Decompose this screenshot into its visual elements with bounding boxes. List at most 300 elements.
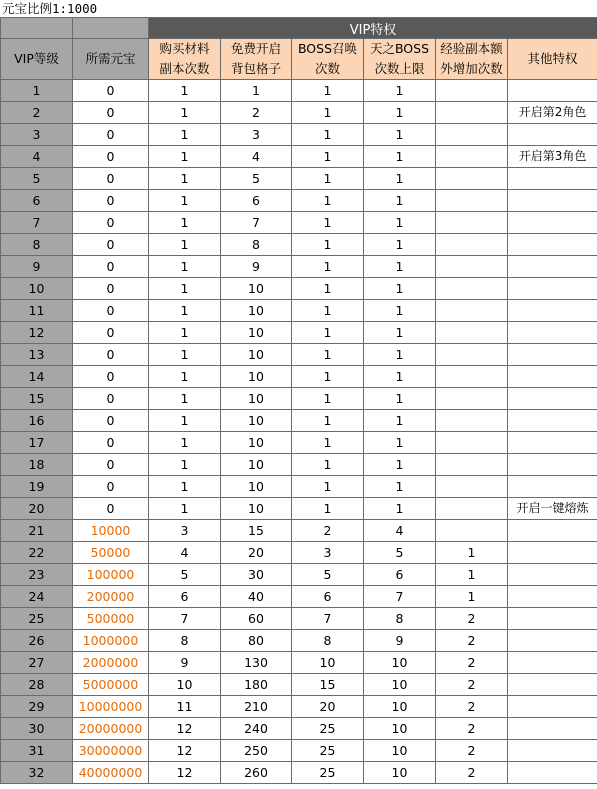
cell-buy-material: 12 xyxy=(149,740,221,762)
cell-boss-summon: 1 xyxy=(292,476,364,498)
cell-buy-material: 1 xyxy=(149,234,221,256)
cell-vip-level: 26 xyxy=(1,630,73,652)
cell-vip-level: 27 xyxy=(1,652,73,674)
cell-sky-boss: 10 xyxy=(364,762,436,784)
table-row xyxy=(1,696,597,718)
cell-sky-boss: 10 xyxy=(364,674,436,696)
header-line: BOSS召唤 xyxy=(297,41,358,56)
cell-other-privilege: 开启第3角色 xyxy=(508,146,597,168)
cell-free-bag: 10 xyxy=(221,454,292,476)
cell-sky-boss: 4 xyxy=(364,520,436,542)
cell-exp-dungeon xyxy=(436,212,508,234)
cell-vip-level: 14 xyxy=(1,366,73,388)
cell-exp-dungeon: 1 xyxy=(436,586,508,608)
cell-exp-dungeon xyxy=(436,498,508,520)
cell-sky-boss: 1 xyxy=(364,124,436,146)
cell-vip-level: 24 xyxy=(1,586,73,608)
cell-exp-dungeon xyxy=(436,256,508,278)
cell-sky-boss: 1 xyxy=(364,498,436,520)
header-line: 背包格子 xyxy=(230,61,281,76)
cell-buy-material: 6 xyxy=(149,586,221,608)
cell-exp-dungeon xyxy=(436,344,508,366)
header-required-yuanbao: 所需元宝 xyxy=(73,39,149,80)
header-line: 购买材料 xyxy=(159,41,210,56)
header-exp-dungeon xyxy=(436,39,508,80)
table-row xyxy=(1,256,597,278)
cell-boss-summon: 10 xyxy=(292,652,364,674)
cell-free-bag: 180 xyxy=(221,674,292,696)
cell-boss-summon: 25 xyxy=(292,740,364,762)
cell-required-yuanbao: 100000 xyxy=(73,564,149,586)
cell-other-privilege xyxy=(508,454,597,476)
cell-buy-material: 1 xyxy=(149,80,221,102)
table-row xyxy=(1,498,597,520)
cell-exp-dungeon xyxy=(436,80,508,102)
cell-free-bag: 210 xyxy=(221,696,292,718)
cell-buy-material: 10 xyxy=(149,674,221,696)
cell-required-yuanbao: 0 xyxy=(73,234,149,256)
cell-sky-boss: 1 xyxy=(364,366,436,388)
cell-exp-dungeon: 2 xyxy=(436,630,508,652)
cell-boss-summon: 1 xyxy=(292,432,364,454)
cell-other-privilege xyxy=(508,740,597,762)
table-row xyxy=(1,520,597,542)
cell-buy-material: 1 xyxy=(149,498,221,520)
cell-vip-level: 23 xyxy=(1,564,73,586)
table-row xyxy=(1,124,597,146)
header-line: 外增加次数 xyxy=(440,61,503,76)
cell-other-privilege: 开启一键熔炼 xyxy=(508,498,597,520)
cell-boss-summon: 5 xyxy=(292,564,364,586)
cell-boss-summon: 7 xyxy=(292,608,364,630)
header-sky-boss xyxy=(364,39,436,80)
cell-exp-dungeon xyxy=(436,278,508,300)
cell-exp-dungeon: 1 xyxy=(436,564,508,586)
cell-required-yuanbao: 10000000 xyxy=(73,696,149,718)
cell-other-privilege xyxy=(508,520,597,542)
cell-boss-summon: 3 xyxy=(292,542,364,564)
cell-buy-material: 1 xyxy=(149,322,221,344)
cell-boss-summon: 1 xyxy=(292,80,364,102)
cell-other-privilege xyxy=(508,432,597,454)
cell-free-bag: 1 xyxy=(221,80,292,102)
table-row xyxy=(1,674,597,696)
cell-exp-dungeon xyxy=(436,366,508,388)
cell-exp-dungeon xyxy=(436,102,508,124)
cell-sky-boss: 1 xyxy=(364,432,436,454)
cell-vip-level: 28 xyxy=(1,674,73,696)
table-row xyxy=(1,762,597,784)
cell-other-privilege xyxy=(508,256,597,278)
cell-vip-level: 21 xyxy=(1,520,73,542)
cell-boss-summon: 2 xyxy=(292,520,364,542)
cell-exp-dungeon: 2 xyxy=(436,608,508,630)
cell-exp-dungeon xyxy=(436,410,508,432)
cell-buy-material: 1 xyxy=(149,300,221,322)
cell-sky-boss: 8 xyxy=(364,608,436,630)
band-blank-cell xyxy=(73,18,149,39)
cell-required-yuanbao: 0 xyxy=(73,146,149,168)
cell-vip-level: 17 xyxy=(1,432,73,454)
cell-sky-boss: 1 xyxy=(364,80,436,102)
cell-other-privilege xyxy=(508,564,597,586)
cell-boss-summon: 1 xyxy=(292,234,364,256)
cell-required-yuanbao: 200000 xyxy=(73,586,149,608)
cell-free-bag: 2 xyxy=(221,102,292,124)
header-line: 经验副本额 xyxy=(440,41,503,56)
cell-vip-level: 2 xyxy=(1,102,73,124)
cell-free-bag: 20 xyxy=(221,542,292,564)
table-row xyxy=(1,146,597,168)
cell-free-bag: 10 xyxy=(221,476,292,498)
table-row xyxy=(1,168,597,190)
cell-boss-summon: 15 xyxy=(292,674,364,696)
cell-required-yuanbao: 0 xyxy=(73,300,149,322)
cell-exp-dungeon xyxy=(436,124,508,146)
cell-vip-level: 3 xyxy=(1,124,73,146)
cell-sky-boss: 1 xyxy=(364,278,436,300)
cell-boss-summon: 1 xyxy=(292,300,364,322)
cell-boss-summon: 8 xyxy=(292,630,364,652)
cell-boss-summon: 1 xyxy=(292,322,364,344)
cell-buy-material: 1 xyxy=(149,124,221,146)
cell-vip-level: 8 xyxy=(1,234,73,256)
cell-boss-summon: 1 xyxy=(292,190,364,212)
cell-other-privilege xyxy=(508,234,597,256)
cell-required-yuanbao: 0 xyxy=(73,124,149,146)
cell-other-privilege xyxy=(508,322,597,344)
cell-free-bag: 240 xyxy=(221,718,292,740)
cell-vip-level: 5 xyxy=(1,168,73,190)
cell-required-yuanbao: 5000000 xyxy=(73,674,149,696)
cell-vip-level: 15 xyxy=(1,388,73,410)
cell-vip-level: 22 xyxy=(1,542,73,564)
cell-sky-boss: 1 xyxy=(364,234,436,256)
cell-vip-level: 18 xyxy=(1,454,73,476)
cell-boss-summon: 1 xyxy=(292,212,364,234)
cell-buy-material: 3 xyxy=(149,520,221,542)
cell-boss-summon: 1 xyxy=(292,410,364,432)
cell-other-privilege: 开启第2角色 xyxy=(508,102,597,124)
cell-free-bag: 10 xyxy=(221,322,292,344)
cell-sky-boss: 5 xyxy=(364,542,436,564)
cell-free-bag: 40 xyxy=(221,586,292,608)
cell-other-privilege xyxy=(508,212,597,234)
cell-sky-boss: 1 xyxy=(364,410,436,432)
ratio-title: 元宝比例1:1000 xyxy=(2,1,98,16)
cell-required-yuanbao: 10000 xyxy=(73,520,149,542)
cell-boss-summon: 1 xyxy=(292,344,364,366)
cell-buy-material: 1 xyxy=(149,454,221,476)
table-row xyxy=(1,388,597,410)
cell-sky-boss: 10 xyxy=(364,652,436,674)
cell-boss-summon: 1 xyxy=(292,454,364,476)
cell-sky-boss: 1 xyxy=(364,388,436,410)
cell-vip-level: 4 xyxy=(1,146,73,168)
cell-free-bag: 10 xyxy=(221,388,292,410)
cell-exp-dungeon xyxy=(436,300,508,322)
cell-vip-level: 11 xyxy=(1,300,73,322)
cell-boss-summon: 25 xyxy=(292,762,364,784)
cell-vip-level: 25 xyxy=(1,608,73,630)
cell-vip-level: 13 xyxy=(1,344,73,366)
cell-buy-material: 1 xyxy=(149,388,221,410)
cell-required-yuanbao: 0 xyxy=(73,388,149,410)
cell-required-yuanbao: 30000000 xyxy=(73,740,149,762)
band-row xyxy=(1,18,597,39)
cell-free-bag: 260 xyxy=(221,762,292,784)
cell-buy-material: 9 xyxy=(149,652,221,674)
cell-buy-material: 4 xyxy=(149,542,221,564)
cell-free-bag: 60 xyxy=(221,608,292,630)
cell-sky-boss: 1 xyxy=(364,102,436,124)
cell-sky-boss: 10 xyxy=(364,696,436,718)
cell-other-privilege xyxy=(508,652,597,674)
cell-other-privilege xyxy=(508,124,597,146)
table-row xyxy=(1,718,597,740)
cell-buy-material: 8 xyxy=(149,630,221,652)
cell-exp-dungeon: 1 xyxy=(436,542,508,564)
cell-sky-boss: 9 xyxy=(364,630,436,652)
cell-exp-dungeon xyxy=(436,234,508,256)
cell-required-yuanbao: 0 xyxy=(73,102,149,124)
cell-other-privilege xyxy=(508,762,597,784)
table-row xyxy=(1,410,597,432)
cell-vip-level: 30 xyxy=(1,718,73,740)
cell-exp-dungeon: 2 xyxy=(436,740,508,762)
cell-required-yuanbao: 0 xyxy=(73,410,149,432)
cell-exp-dungeon: 2 xyxy=(436,696,508,718)
cell-required-yuanbao: 0 xyxy=(73,322,149,344)
cell-required-yuanbao: 0 xyxy=(73,432,149,454)
cell-free-bag: 15 xyxy=(221,520,292,542)
cell-boss-summon: 1 xyxy=(292,168,364,190)
cell-other-privilege xyxy=(508,388,597,410)
cell-buy-material: 1 xyxy=(149,410,221,432)
cell-required-yuanbao: 0 xyxy=(73,256,149,278)
cell-buy-material: 5 xyxy=(149,564,221,586)
cell-required-yuanbao: 0 xyxy=(73,190,149,212)
cell-buy-material: 1 xyxy=(149,344,221,366)
cell-other-privilege xyxy=(508,674,597,696)
cell-buy-material: 1 xyxy=(149,190,221,212)
cell-free-bag: 10 xyxy=(221,344,292,366)
cell-other-privilege xyxy=(508,80,597,102)
cell-other-privilege xyxy=(508,696,597,718)
cell-vip-level: 10 xyxy=(1,278,73,300)
table-row xyxy=(1,586,597,608)
cell-boss-summon: 1 xyxy=(292,388,364,410)
cell-buy-material: 1 xyxy=(149,366,221,388)
table-row xyxy=(1,190,597,212)
cell-sky-boss: 1 xyxy=(364,476,436,498)
cell-boss-summon: 1 xyxy=(292,366,364,388)
cell-boss-summon: 25 xyxy=(292,718,364,740)
header-row xyxy=(1,39,597,80)
cell-exp-dungeon xyxy=(436,168,508,190)
cell-free-bag: 4 xyxy=(221,146,292,168)
cell-free-bag: 10 xyxy=(221,300,292,322)
cell-exp-dungeon xyxy=(436,146,508,168)
cell-boss-summon: 1 xyxy=(292,146,364,168)
cell-sky-boss: 10 xyxy=(364,740,436,762)
cell-free-bag: 30 xyxy=(221,564,292,586)
cell-buy-material: 1 xyxy=(149,146,221,168)
cell-exp-dungeon xyxy=(436,322,508,344)
cell-free-bag: 9 xyxy=(221,256,292,278)
cell-free-bag: 10 xyxy=(221,366,292,388)
cell-required-yuanbao: 0 xyxy=(73,80,149,102)
cell-required-yuanbao: 50000 xyxy=(73,542,149,564)
cell-free-bag: 7 xyxy=(221,212,292,234)
cell-buy-material: 1 xyxy=(149,476,221,498)
table-row xyxy=(1,432,597,454)
table-row xyxy=(1,564,597,586)
table-row xyxy=(1,608,597,630)
table-row xyxy=(1,454,597,476)
header-vip-level: VIP等级 xyxy=(1,39,73,80)
cell-vip-level: 7 xyxy=(1,212,73,234)
cell-vip-level: 6 xyxy=(1,190,73,212)
cell-other-privilege xyxy=(508,300,597,322)
cell-sky-boss: 1 xyxy=(364,212,436,234)
cell-other-privilege xyxy=(508,366,597,388)
cell-buy-material: 12 xyxy=(149,718,221,740)
table-row xyxy=(1,542,597,564)
cell-exp-dungeon: 2 xyxy=(436,652,508,674)
cell-required-yuanbao: 0 xyxy=(73,454,149,476)
cell-other-privilege xyxy=(508,608,597,630)
table-row xyxy=(1,322,597,344)
cell-free-bag: 5 xyxy=(221,168,292,190)
cell-other-privilege xyxy=(508,630,597,652)
header-free-bag xyxy=(221,39,292,80)
table-row xyxy=(1,630,597,652)
cell-sky-boss: 7 xyxy=(364,586,436,608)
cell-buy-material: 1 xyxy=(149,278,221,300)
cell-sky-boss: 1 xyxy=(364,256,436,278)
cell-required-yuanbao: 40000000 xyxy=(73,762,149,784)
cell-required-yuanbao: 0 xyxy=(73,498,149,520)
cell-sky-boss: 1 xyxy=(364,190,436,212)
cell-free-bag: 10 xyxy=(221,278,292,300)
cell-buy-material: 1 xyxy=(149,102,221,124)
header-boss-summon xyxy=(292,39,364,80)
cell-buy-material: 1 xyxy=(149,256,221,278)
cell-buy-material: 12 xyxy=(149,762,221,784)
table-row xyxy=(1,366,597,388)
cell-required-yuanbao: 1000000 xyxy=(73,630,149,652)
cell-free-bag: 3 xyxy=(221,124,292,146)
cell-exp-dungeon xyxy=(436,190,508,212)
cell-sky-boss: 1 xyxy=(364,454,436,476)
cell-buy-material: 1 xyxy=(149,212,221,234)
cell-buy-material: 1 xyxy=(149,432,221,454)
header-line: 免费开启 xyxy=(230,41,281,56)
cell-vip-level: 16 xyxy=(1,410,73,432)
cell-vip-level: 20 xyxy=(1,498,73,520)
cell-exp-dungeon xyxy=(436,432,508,454)
cell-sky-boss: 1 xyxy=(364,344,436,366)
header-other-privilege: 其他特权 xyxy=(508,39,597,80)
cell-sky-boss: 1 xyxy=(364,300,436,322)
cell-free-bag: 8 xyxy=(221,234,292,256)
cell-other-privilege xyxy=(508,344,597,366)
table-row xyxy=(1,740,597,762)
header-line: 副本次数 xyxy=(159,61,210,76)
cell-other-privilege xyxy=(508,586,597,608)
cell-other-privilege xyxy=(508,168,597,190)
cell-boss-summon: 1 xyxy=(292,124,364,146)
cell-vip-level: 29 xyxy=(1,696,73,718)
cell-free-bag: 80 xyxy=(221,630,292,652)
table-row xyxy=(1,652,597,674)
header-buy-material xyxy=(149,39,221,80)
table-row xyxy=(1,80,597,102)
cell-sky-boss: 10 xyxy=(364,718,436,740)
cell-exp-dungeon xyxy=(436,454,508,476)
vip-privilege-table xyxy=(0,17,597,784)
cell-sky-boss: 1 xyxy=(364,322,436,344)
cell-required-yuanbao: 2000000 xyxy=(73,652,149,674)
cell-boss-summon: 1 xyxy=(292,256,364,278)
table-row xyxy=(1,102,597,124)
cell-boss-summon: 1 xyxy=(292,498,364,520)
cell-vip-level: 31 xyxy=(1,740,73,762)
cell-other-privilege xyxy=(508,190,597,212)
cell-free-bag: 250 xyxy=(221,740,292,762)
cell-free-bag: 130 xyxy=(221,652,292,674)
cell-vip-level: 1 xyxy=(1,80,73,102)
cell-buy-material: 7 xyxy=(149,608,221,630)
cell-sky-boss: 1 xyxy=(364,146,436,168)
cell-free-bag: 6 xyxy=(221,190,292,212)
cell-other-privilege xyxy=(508,718,597,740)
cell-exp-dungeon xyxy=(436,388,508,410)
cell-other-privilege xyxy=(508,476,597,498)
cell-vip-level: 12 xyxy=(1,322,73,344)
cell-required-yuanbao: 0 xyxy=(73,476,149,498)
table-row xyxy=(1,234,597,256)
cell-other-privilege xyxy=(508,410,597,432)
cell-required-yuanbao: 0 xyxy=(73,212,149,234)
table-row xyxy=(1,300,597,322)
cell-buy-material: 1 xyxy=(149,168,221,190)
cell-required-yuanbao: 20000000 xyxy=(73,718,149,740)
cell-boss-summon: 6 xyxy=(292,586,364,608)
cell-required-yuanbao: 0 xyxy=(73,344,149,366)
cell-vip-level: 32 xyxy=(1,762,73,784)
table-row xyxy=(1,476,597,498)
band-blank-cell xyxy=(1,18,73,39)
header-line: 次数上限 xyxy=(374,61,425,76)
cell-required-yuanbao: 0 xyxy=(73,366,149,388)
table-row xyxy=(1,344,597,366)
header-line: 天之BOSS xyxy=(369,41,430,56)
cell-boss-summon: 1 xyxy=(292,278,364,300)
cell-sky-boss: 6 xyxy=(364,564,436,586)
table-row xyxy=(1,212,597,234)
cell-free-bag: 10 xyxy=(221,498,292,520)
cell-vip-level: 19 xyxy=(1,476,73,498)
cell-exp-dungeon: 2 xyxy=(436,762,508,784)
cell-exp-dungeon: 2 xyxy=(436,718,508,740)
cell-boss-summon: 1 xyxy=(292,102,364,124)
cell-required-yuanbao: 500000 xyxy=(73,608,149,630)
header-line: 次数 xyxy=(314,61,340,76)
cell-other-privilege xyxy=(508,542,597,564)
cell-vip-level: 9 xyxy=(1,256,73,278)
